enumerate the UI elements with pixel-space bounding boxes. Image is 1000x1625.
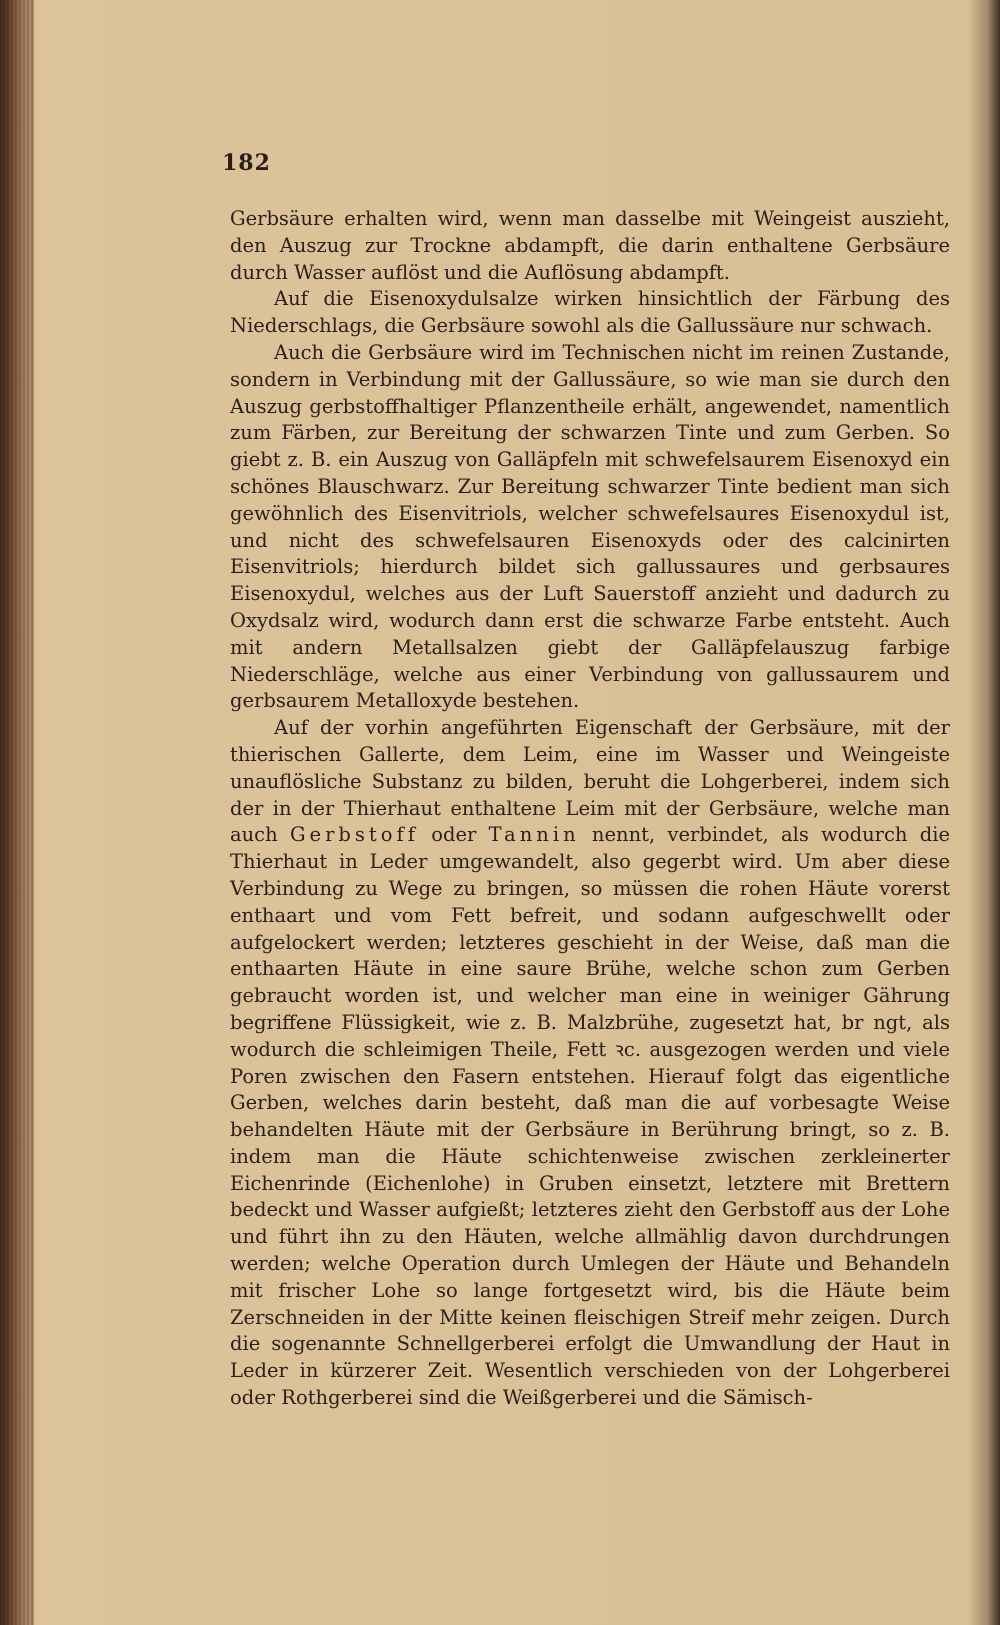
book-page bbox=[222, 150, 958, 1470]
paragraph-4-part-3: nennt, verbindet, als wodurch die Thierhaut in Leder umgewandelt, also gegerbt wird. Um aber diese Verbindung zu Wege zu bringen, so müssen die rohen Häute vorerst enthaart und vom Fett befreit, und sodann aufgeschwellt oder aufgelockert werden; letzteres geschieht in der Weise, daß man die enthaarten Häute in eine saure Brühe, welche schon zum Gerben gebraucht worden ist, und welcher man eine in weiniger Gährung begriffene Flüssigkeit, wie z. B. Malzbrühe, zugesetzt hat, br ngt, als wodurch die schleimigen Theile, Fett ꝛc. ausgezogen werden und viele Poren zwischen den Fasern entstehen. Hierauf folgt das eigentliche Gerben, welches darin besteht, daß man die auf vorbesagte Weise behandelten Häute mit der Gerbsäure in Berührung bringt, so z. B. indem man die Häute schichtenweise zwischen zerkleinerter Eichenrinde (Eichenlohe) in Gruben einsetzt, letztere mit Brettern bedeckt und Wasser aufgießt; letzteres zieht den Gerbstoff aus der Lohe und führt ihn zu den Häuten, welche allmählig davon durchdrungen werden; welche Operation durch Umlegen der Häute und Behandeln mit frischer Lohe so lange fortgesetzt wird, bis die Häute beim Zerschneiden in der Mitte keinen fleischigen Streif mehr zeigen. Durch die sogenannte Schnellgerberei erfolgt die Umwandlung der Haut in Leder in kürzerer Zeit. Wesentlich verschieden von der Lohgerberei oder Rothgerberei sind die Weißgerberei und die Sämisch- bbox=[230, 823, 950, 1410]
page-number: 182 bbox=[222, 150, 271, 176]
paragraph-4-part-2: oder bbox=[418, 823, 489, 847]
paragraph-4 bbox=[230, 715, 950, 1412]
term-gerbstoff: Gerbstoff bbox=[289, 823, 419, 847]
paragraph-2: Auf die Eisenoxydulsalze wirken hinsichtlich der Färbung des Niederschlags, die Gerbsäure sowohl als die Gallussäure nur schwach. bbox=[230, 287, 950, 338]
body-text bbox=[230, 206, 950, 1412]
paragraph-4-part-1: Auf der vorhin angeführten Eigenschaft der Gerbsäure, mit der thierischen Gallerte, dem Leim, eine im Wasser und Weingeiste unauflösliche Substanz zu bilden, beruht die Lohgerberei, indem sich der in der Thierhaut enthaltene Leim mit der Gerbsäure, welche man auch bbox=[230, 716, 950, 847]
term-tannin: Tannin bbox=[488, 823, 580, 847]
book-spine bbox=[0, 0, 34, 1625]
page-edge-shadow bbox=[968, 0, 1000, 1625]
paragraph-1: Gerbsäure erhalten wird, wenn man dasselbe mit Weingeist auszieht, den Auszug zur Trockne abdampft, die darin enthaltene Gerbsäure durch Wasser auflöst und die Auflösung abdampft. bbox=[230, 207, 950, 284]
paragraph-3: Auch die Gerbsäure wird im Technischen nicht im reinen Zustande, sondern in Verbindung mit der Gallussäure, so wie man sie durch den Auszug gerbstoffhaltiger Pflanzentheile erhält, angewendet, namentlich zum Färben, zur Bereitung der schwarzen Tinte und zum Gerben. So giebt z. B. ein Auszug von Galläpfeln mit schwefelsaurem Eisenoxyd ein schönes Blauschwarz. Zur Bereitung schwarzer Tinte bedient man sich gewöhnlich des Eisenvitriols, welcher schwefelsaures Eisenoxydul ist, und nicht des schwefelsauren Eisenoxyds oder des calcinirten Eisenvitriols; hierdurch bildet sich gallussaures und gerbsaures Eisenoxydul, welches aus der Luft Sauerstoff anzieht und dadurch zu Oxydsalz wird, wodurch dann erst die schwarze Farbe entsteht. Auch mit andern Metallsalzen giebt der Galläpfelauszug farbige Niederschläge, welche aus einer Verbindung von gallussaurem und gerbsaurem Metalloxyde bestehen. bbox=[230, 340, 950, 713]
